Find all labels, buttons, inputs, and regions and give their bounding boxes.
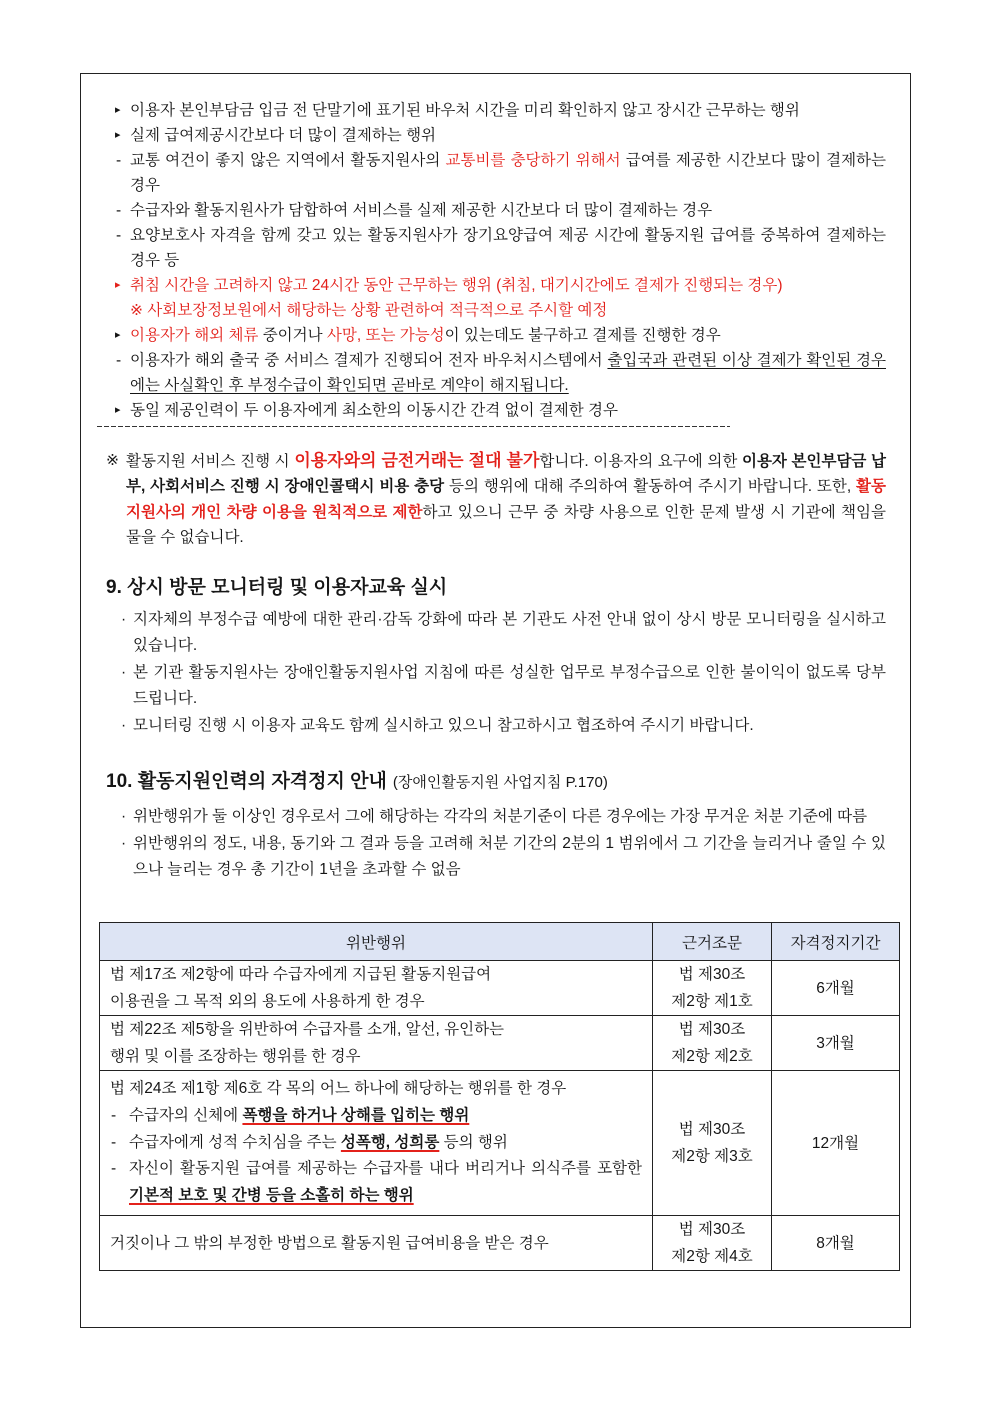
section-reference: (장애인활동지원 사업지침 P.170) (392, 774, 608, 791)
period-cell: 8개월 (772, 1216, 900, 1271)
sub-item-emphasis: 기본적 보호 및 간병 등을 소홀히 하는 행위 (129, 1187, 414, 1205)
item-underlined-text: 출입국과 관련된 이상 결제가 확인된 경우에는 사실확인 후 부정수급이 확인되면 곧바로 계약이 해지됩니다. (130, 351, 886, 394)
list-item (110, 348, 886, 398)
violation-cell (100, 1216, 653, 1271)
item-text: 이 있는데도 불구하고 결제를 진행한 경우 (444, 326, 721, 344)
item-text: 실제 급여제공시간보다 더 많이 결제하는 행위 (130, 126, 437, 144)
item-text: 위반행위가 둘 이상인 경우로서 그에 해당하는 각각의 처분기준이 다른 경우에는 가장 무거운 처분 기준에 따름 (133, 808, 868, 825)
suspension-table (99, 922, 899, 1271)
item-text: 지자체의 부정수급 예방에 대한 관리·감독 강화에 따라 본 기관도 사전 안내 없이 상시 방문 모니터링을 실시하고 있습니다. (133, 611, 886, 654)
table-row (100, 1216, 900, 1271)
section-10-title (106, 769, 608, 796)
basis-cell (653, 1016, 772, 1071)
section-title-text: 9. 상시 방문 모니터링 및 이용자교육 실시 (106, 577, 448, 598)
triangle-bullet-icon: ▸ (115, 103, 121, 116)
dot-marker: · (121, 808, 127, 825)
item-text: 본 기관 활동지원사는 장애인활동지원사업 지침에 따른 성실한 업무로 부정수급으로 인한 불이익이 없도록 당부드립니다. (133, 664, 886, 707)
table-row (100, 1016, 900, 1071)
item-text: 요양보호사 자격을 함께 갖고 있는 활동지원사가 장기요양급여 제공 시간에 활동지원 급여를 중복하여 결제하는 경우 등 (130, 226, 886, 269)
triangle-bullet-icon: ▸ (115, 328, 121, 341)
list-item (118, 607, 886, 659)
cell-line: 법 제24조 제1항 제6호 각 목의 어느 하나에 해당하는 행위를 한 경우 (110, 1080, 567, 1097)
notice-text: 등의 행위에 대해 주의하여 활동하여 주시기 바랍니다. 또한, (444, 478, 857, 496)
column-header: 근거조문 (653, 923, 772, 961)
dash-marker: - (116, 226, 122, 244)
notice-emphasis: 이용자와의 금전거래는 절대 불가 (294, 451, 540, 470)
list-item (118, 831, 886, 883)
item-text: 모니터링 진행 시 이용자 교육도 함께 실시하고 있으니 참고하시고 협조하여 주시기 바랍니다. (133, 717, 754, 734)
notice-text: 합니다. 이용자의 요구에 의한 (539, 453, 742, 470)
cell-line: 제2항 제4호 (671, 1248, 753, 1265)
item-text: 동일 제공인력이 두 이용자에게 최소한의 이동시간 간격 없이 결제한 경우 (130, 401, 618, 419)
violation-list (110, 98, 886, 423)
period-cell: 3개월 (772, 1016, 900, 1071)
list-item (118, 713, 886, 739)
cell-line: 제2항 제3호 (671, 1148, 753, 1165)
cell-line: 제2항 제1호 (671, 993, 753, 1010)
dash-marker: - (111, 1160, 117, 1178)
triangle-bullet-icon: ▸ (115, 128, 121, 141)
item-text: 교통 여건이 좋지 않은 지역에서 활동지원사의 (130, 151, 446, 169)
item-text: 수급자와 활동지원사가 담합하여 서비스를 실제 제공한 시간보다 더 많이 결제하는 경우 (130, 201, 713, 219)
cell-line: 법 제17조 제2항에 따라 수급자에게 지급된 활동지원급여 (110, 966, 492, 983)
notice-text: 하고 있으니 근무 중 차량 사용으로 인한 문제 발생 시 기관에 책임을 물을 수 없습니다. (126, 503, 886, 547)
list-item (110, 123, 886, 148)
list-item (110, 98, 886, 123)
table (99, 922, 900, 1271)
sub-item-text: 수급자의 신체에 (129, 1106, 243, 1124)
dot-marker: · (121, 611, 127, 628)
notice-emphasis: 활동지원사의 개인 차량 이용을 원칙적으로 제한 (126, 478, 886, 521)
list-item (110, 148, 886, 198)
period-cell: 6개월 (772, 961, 900, 1016)
basis-cell (653, 1216, 772, 1271)
item-highlight: 이용자가 해외 체류 (130, 326, 259, 344)
notice-emphasis: 이용자 본인부담금 납부, 사회서비스 진행 시 장애인콜택시 비용 충당 (126, 453, 887, 496)
column-header: 위반행위 (100, 923, 653, 961)
basis-cell (653, 1071, 772, 1216)
list-item (110, 223, 886, 273)
notice-text: 활동지원 서비스 진행 시 (126, 453, 295, 470)
list-item (110, 398, 886, 423)
reference-mark: ※ (106, 452, 119, 469)
sub-item (110, 1103, 642, 1130)
cell-line: 행위 및 이를 조장하는 행위를 한 경우 (110, 1048, 361, 1065)
item-text: 급여를 제공한 시간보다 많이 결제하는 경우 (130, 151, 886, 194)
sub-item (110, 1156, 642, 1210)
basis-cell (653, 961, 772, 1016)
item-text: 이용자 본인부담금 입금 전 단말기에 표기된 바우처 시간을 미리 확인하지 않고 장시간 근무하는 행위 (130, 101, 800, 119)
item-text: 중이거나 (258, 326, 327, 344)
table-row (100, 961, 900, 1016)
sub-item-text: 등의 행위 (439, 1133, 508, 1151)
cell-line: 법 제30조 (678, 1221, 746, 1238)
item-highlight: 교통비를 충당하기 위해서 (445, 151, 621, 169)
section-10-list (118, 804, 886, 884)
list-item (110, 323, 886, 348)
sub-item-text: 수급자에게 성적 수치심을 주는 (129, 1133, 341, 1151)
triangle-bullet-icon: ▸ (115, 278, 121, 291)
table-header-row (100, 923, 900, 961)
cell-line: 제2항 제2호 (671, 1048, 753, 1065)
list-item (118, 660, 886, 712)
cell-line: 법 제30조 (678, 1121, 746, 1138)
sub-item (110, 1130, 642, 1157)
cell-line: 거짓이나 그 밖의 부정한 방법으로 활동지원 급여비용을 받은 경우 (110, 1234, 549, 1252)
dash-marker: - (111, 1133, 117, 1151)
dot-marker: · (121, 664, 127, 681)
dashed-separator (97, 426, 730, 427)
dash-marker: - (116, 201, 122, 219)
sub-item-text: 자신이 활동지원 급여를 제공하는 수급자를 내다 버리거나 의식주를 포함한 (129, 1160, 642, 1178)
list-item-warning (110, 273, 886, 323)
notice-paragraph (106, 448, 886, 551)
section-9-list (118, 607, 886, 740)
cell-line: 법 제22조 제5항을 위반하여 수급자를 소개, 알선, 유인하는 (110, 1021, 505, 1038)
list-item (110, 198, 886, 223)
dash-marker: - (111, 1106, 117, 1124)
cell-line: 법 제30조 (678, 966, 746, 983)
sub-item-emphasis: 폭행을 하거나 상해를 입히는 행위 (242, 1106, 470, 1124)
period-cell: 12개월 (772, 1071, 900, 1216)
item-highlight: 사망, 또는 가능성 (326, 326, 445, 344)
violation-cell (100, 961, 653, 1016)
section-title-text: 10. 활동지원인력의 자격정지 안내 (106, 771, 387, 792)
item-text: 취침 시간을 고려하지 않고 24시간 동안 근무하는 행위 (취침, 대기시간에도 결제가 진행되는 경우) (130, 276, 783, 294)
item-note: ※ 사회보장정보원에서 해당하는 상황 관련하여 적극적으로 주시할 예정 (130, 301, 608, 319)
sub-item-emphasis: 성폭행, 성희롱 (340, 1133, 440, 1151)
cell-line: 이용권을 그 목적 외의 용도에 사용하게 한 경우 (110, 993, 425, 1010)
table-row (100, 1071, 900, 1216)
item-text: 이용자가 해외 출국 중 서비스 결제가 진행되어 전자 바우처시스템에서 (130, 351, 608, 369)
dash-marker: - (116, 151, 122, 169)
triangle-bullet-icon: ▸ (115, 403, 121, 416)
column-header: 자격정지기간 (772, 923, 900, 961)
dot-marker: · (121, 835, 127, 852)
cell-line: 법 제30조 (678, 1021, 746, 1038)
item-text: 위반행위의 정도, 내용, 동기와 그 결과 등을 고려해 처분 기간의 2분의 1 범위에서 그 기간을 늘리거나 줄일 수 있으나 늘리는 경우 총 기간이 1년을 초과할 수 없음 (133, 835, 886, 878)
list-item (118, 804, 886, 830)
dot-marker: · (121, 717, 127, 734)
dash-marker: - (116, 351, 122, 369)
section-9-title (106, 575, 447, 601)
violation-cell (100, 1071, 653, 1216)
violation-cell (100, 1016, 653, 1071)
